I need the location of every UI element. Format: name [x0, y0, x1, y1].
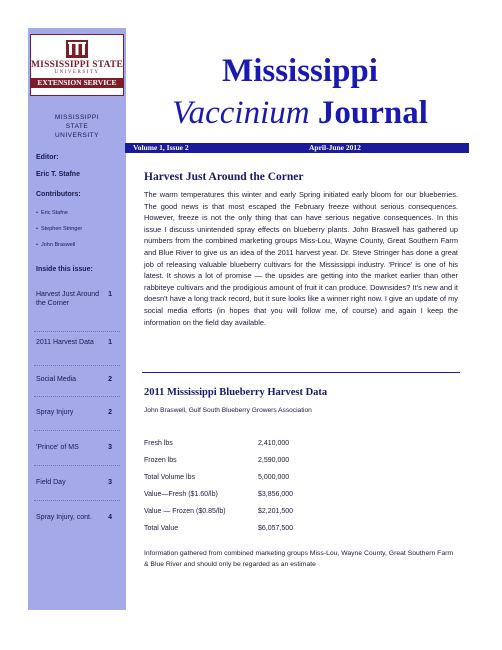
- editor-name: Eric T. Stafne: [36, 171, 80, 178]
- toc-page: 2: [108, 376, 112, 383]
- contributor-item: [36, 242, 75, 248]
- data-label: Fresh lbs: [144, 440, 173, 447]
- toc-divider: [34, 331, 120, 332]
- msu-emblem-icon: [65, 39, 89, 59]
- data-label: Value — Frozen ($0.85/lb): [144, 508, 226, 515]
- toc-title: Spray Injury, cont.: [36, 514, 92, 521]
- toc-item[interactable]: [36, 338, 122, 347]
- bullet-icon: •: [36, 210, 41, 216]
- toc-title: 2011 Harvest Data: [36, 339, 94, 346]
- toc-divider: [34, 396, 120, 397]
- toc-page: 4: [108, 514, 112, 521]
- issue-date: April-June 2012: [309, 143, 361, 152]
- harvest-data-heading: 2011 Mississippi Blueberry Harvest Data: [144, 387, 328, 398]
- toc-item[interactable]: [36, 290, 122, 308]
- toc-title: Social Media: [36, 376, 77, 383]
- logo-line1: MISSISSIPPI STATE: [31, 60, 124, 70]
- toc-item[interactable]: [36, 478, 122, 487]
- editor-label: Editor:: [36, 154, 59, 161]
- university-line: UNIVERSITY: [54, 132, 99, 139]
- contributor-name: Eric Stafne: [40, 210, 68, 216]
- toc-title: 'Prince' of MS: [36, 444, 79, 451]
- bullet-icon: •: [36, 226, 41, 232]
- msu-extension-logo: [30, 34, 124, 96]
- contributor-item: [36, 210, 68, 216]
- masthead-italic: Vaccinium: [172, 95, 310, 131]
- data-value: $3,856,000: [258, 491, 294, 498]
- data-label: Frozen lbs: [144, 457, 177, 464]
- toc-divider: [34, 365, 120, 366]
- data-label: Total Value: [144, 525, 179, 532]
- article-heading: Harvest Just Around the Corner: [144, 171, 304, 183]
- contributor-name: John Braswell: [40, 242, 76, 248]
- toc-divider: [34, 500, 120, 501]
- data-value: $2,201,500: [258, 508, 294, 515]
- toc-divider: [34, 465, 120, 466]
- toc-page: 1: [108, 291, 112, 298]
- data-value: $6,057,500: [258, 525, 294, 532]
- data-value: 5,000,000: [258, 474, 290, 481]
- logo-line2: UNIVERSITY: [54, 70, 100, 75]
- data-footnote: Information gathered from combined marketing groups Miss-Lou, Wayne County, Great Southern Farm & Blue River and should only be regarded as an estimate: [144, 550, 454, 568]
- toc-divider: [34, 430, 120, 431]
- university-line: MISSISSIPPI: [54, 114, 100, 121]
- masthead-title-line2: [130, 94, 470, 132]
- toc-item[interactable]: [36, 513, 122, 522]
- masthead-journal: Journal: [309, 95, 428, 131]
- toc-page: 2: [108, 409, 112, 416]
- university-line: STATE: [65, 123, 89, 130]
- data-label: Total Volume lbs: [144, 474, 195, 481]
- article-body: The warm temperatures this winter and early Spring initiated early bloom for our blueberries. The good news is that most escaped the February freeze without serious consequences. However, freeze is not the only thing that can have serious negative consequences. In this issue I discuss unintended spray effects on blueberry plants. John Braswell has gathered up numbers from the combined marketing groups Miss-Lou, Wayne County, Great Southern Farm and Blue River to give us an idea of the 2011 harvest year. Dr. Steve Stringer has done a great job of releasing valuable blueberry cultivars for the Mississippi industry. 'Prince' is one of his latest. It shows a lot of promise — the upsides are getting into the market earlier than other rabbiteye cultivars and the prodigious amount of fruit it can produce. Downsides? It's new and it doesn't have a long track record, but it sure looks like a winner right now. I give an update of my social media efforts (in hopes that you will follow me, of course) and again I keep the information on the field day available.: [144, 190, 458, 327]
- data-value: 2,410,000: [258, 440, 290, 447]
- volume-label: Volume 1, Issue 2: [133, 143, 189, 152]
- data-value: 2,590,000: [258, 457, 290, 464]
- university-name: [28, 113, 126, 140]
- contributors-label: Contributors:: [36, 191, 81, 198]
- inside-label: Inside this issue:: [36, 266, 93, 273]
- toc-title: Field Day: [36, 479, 66, 486]
- toc-item[interactable]: [36, 375, 122, 384]
- toc-title: Spray Injury: [36, 409, 74, 416]
- toc-page: 3: [108, 444, 112, 451]
- data-label: Value—Fresh ($1.60/lb): [144, 491, 218, 498]
- toc-item[interactable]: [36, 443, 122, 452]
- toc-item[interactable]: [36, 408, 122, 417]
- logo-line3: EXTENSION SERVICE: [31, 78, 123, 88]
- harvest-byline: John Braswell, Gulf South Blueberry Growers Association: [144, 407, 312, 414]
- toc-page: 1: [108, 339, 112, 346]
- masthead-title-line1: Mississippi: [222, 53, 378, 89]
- toc-page: 3: [108, 479, 112, 486]
- section-divider: [142, 372, 460, 373]
- contributor-item: [36, 226, 82, 232]
- issue-bar: [125, 143, 469, 153]
- bullet-icon: •: [36, 242, 41, 248]
- toc-title: Harvest Just Around the Corner: [36, 291, 100, 307]
- contributor-name: Stephen Stringer: [40, 226, 83, 232]
